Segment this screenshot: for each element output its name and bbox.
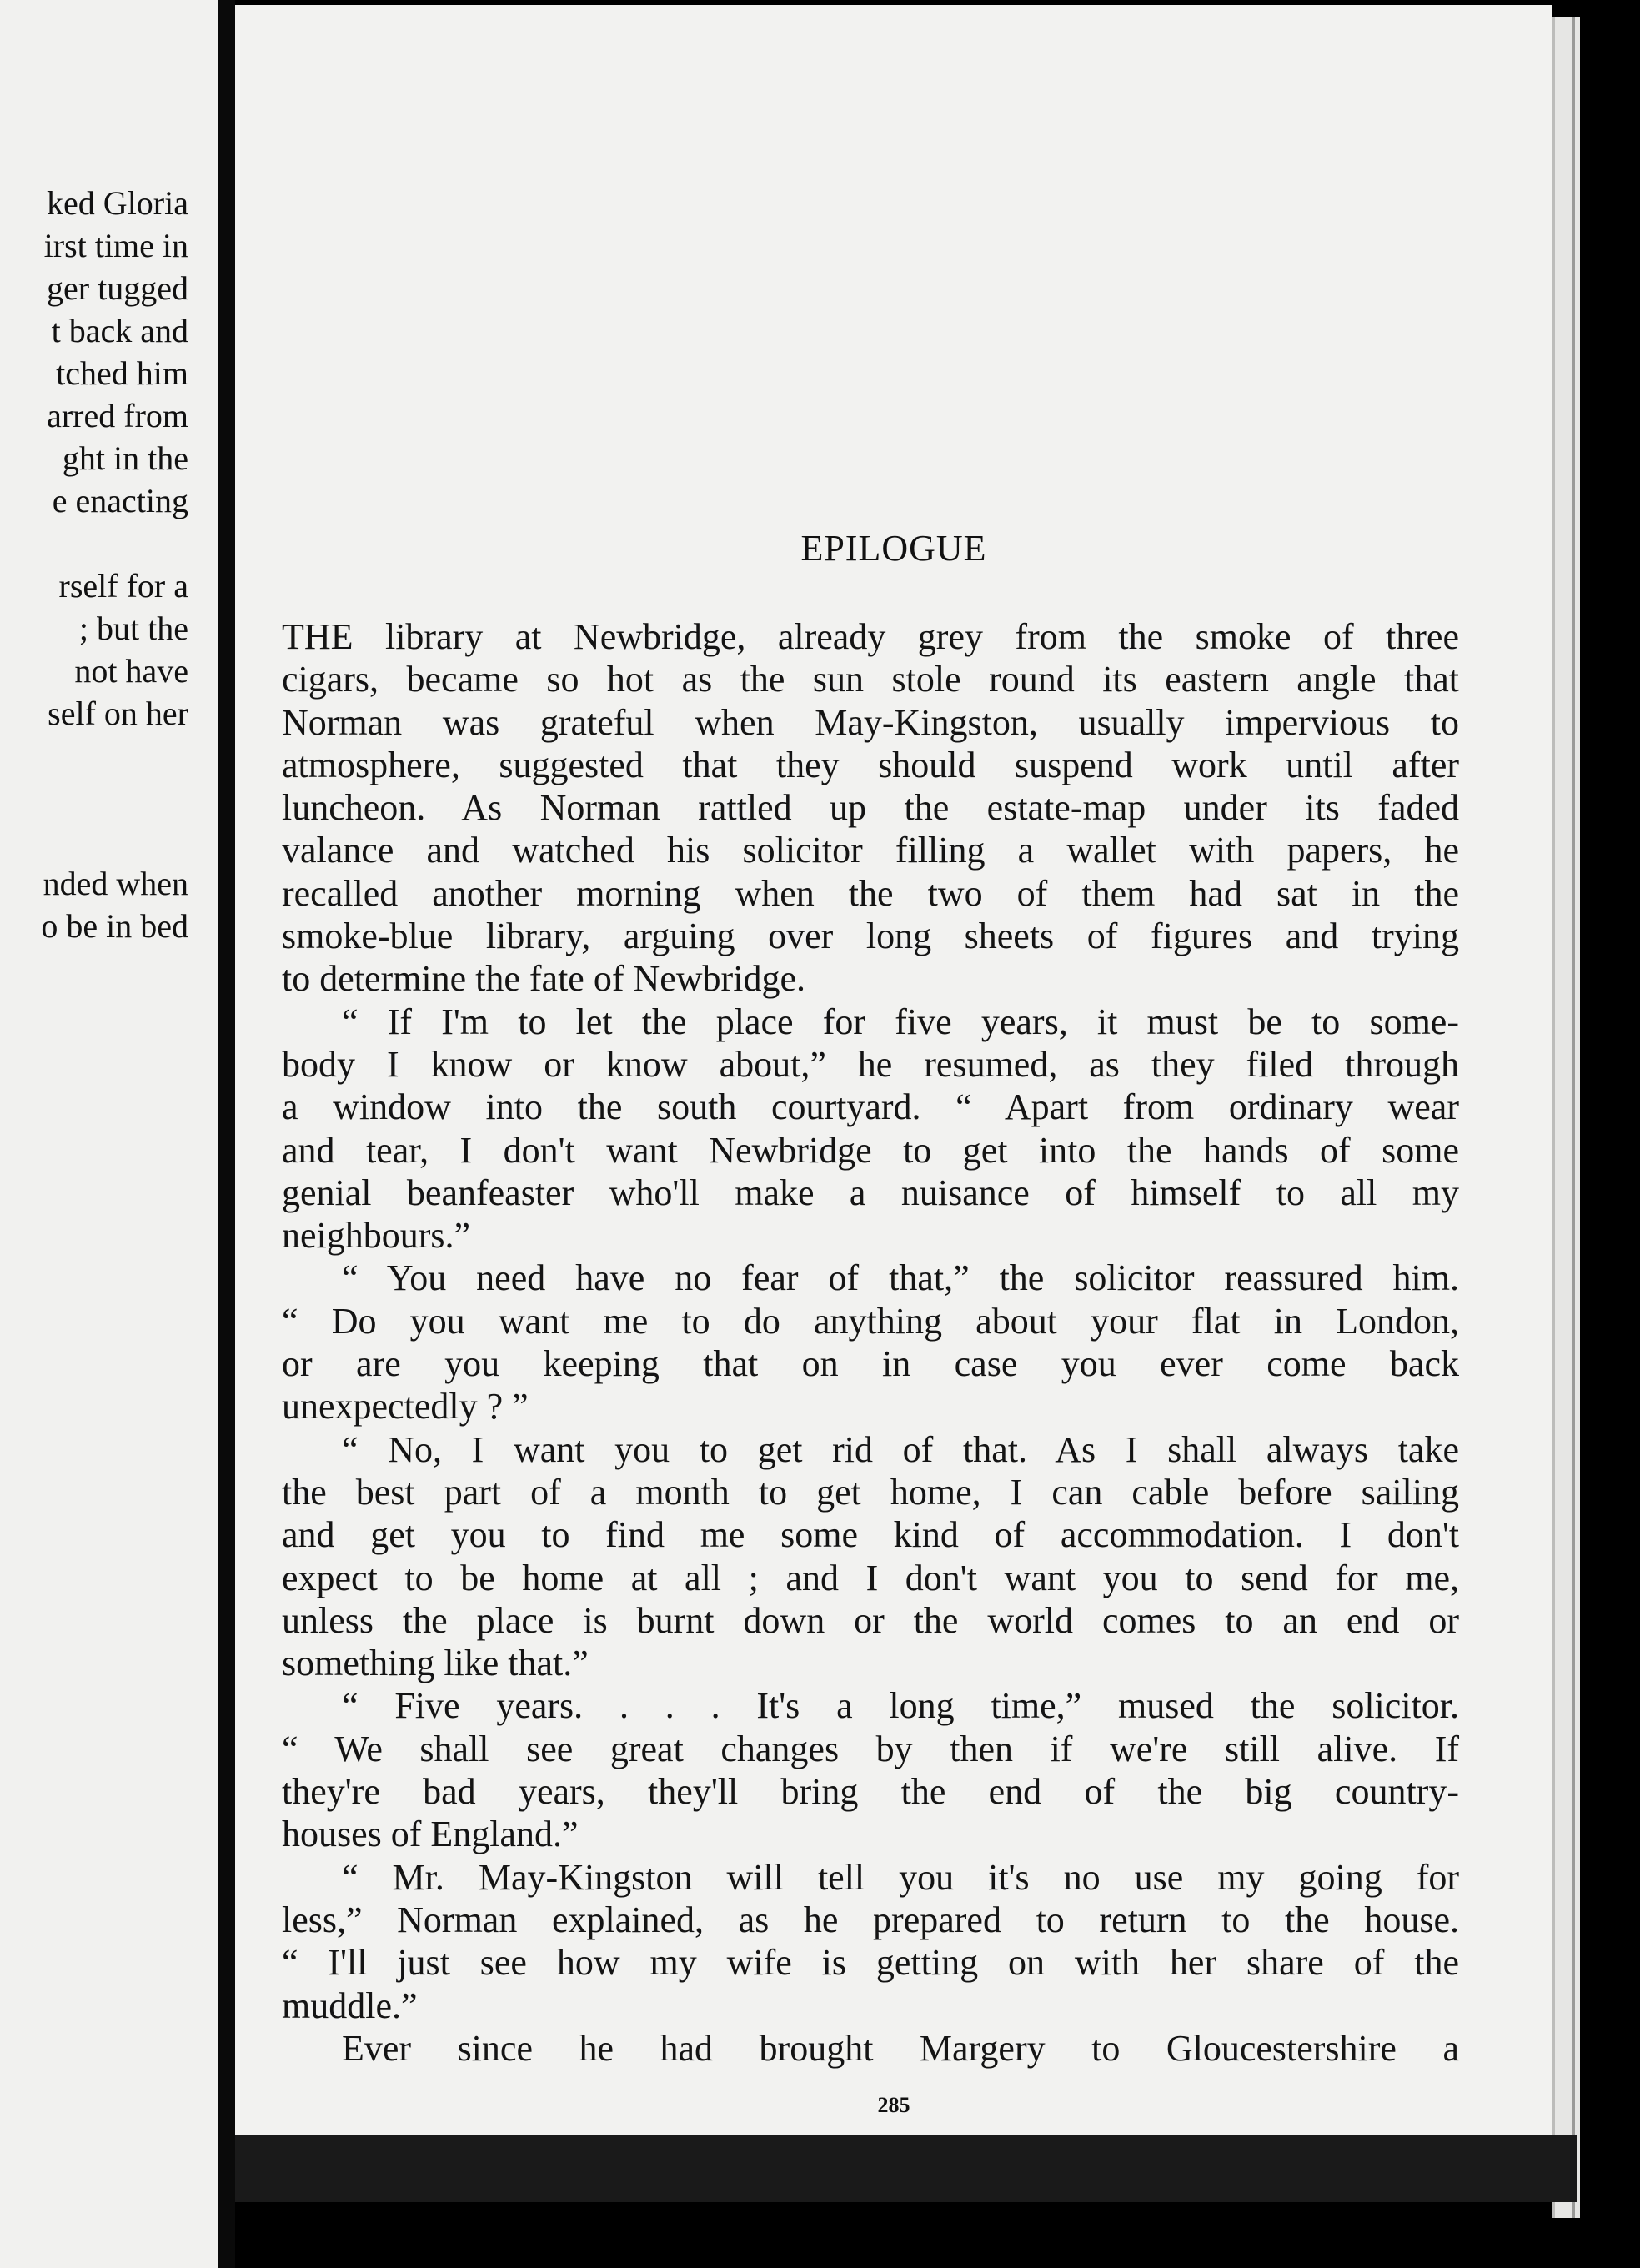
text-line: less,” Norman explained, as he prepared to return to the house.: [282, 1899, 1459, 1940]
text-line: “ Mr. May-Kingston will tell you it's no use my going for: [342, 1856, 1459, 1898]
text-line: “ Five years. . . . It's a long time,” mused the solicitor.: [342, 1685, 1459, 1727]
left-page-line: t back and: [51, 312, 188, 349]
text-line: houses of England.”: [282, 1814, 579, 1855]
chapter-heading: EPILOGUE: [800, 528, 987, 569]
left-page-line: irst time in: [43, 227, 188, 264]
text-line: recalled another morning when the two of them had sat in the: [282, 872, 1459, 914]
text-line: “ We shall see great changes by then if we're still alive. If: [282, 1728, 1459, 1769]
text-line: or are you keeping that on in case you ever come back: [282, 1343, 1459, 1385]
bottom-shadow: [235, 2135, 1577, 2202]
text-line: to determine the fate of Newbridge.: [282, 958, 805, 1000]
left-page-line: o be in bed: [41, 907, 188, 945]
left-page-line: ked Gloria: [47, 184, 188, 222]
text-line: body I know or know about,” he resumed, as they filed through: [282, 1043, 1459, 1085]
text-line: neighbours.”: [282, 1215, 471, 1257]
text-line: they're bad years, they'll bring the end of the big country-: [282, 1771, 1459, 1813]
text-line: “ If I'm to let the place for five years, it must be to some-: [342, 1001, 1459, 1042]
left-page-line: ger tugged: [47, 269, 188, 307]
left-facing-page: [0, 0, 218, 2268]
text-line: “ No, I want you to get rid of that. As I shall always take: [342, 1428, 1459, 1470]
left-page-line: arred from: [47, 397, 188, 434]
text-line: Norman was grateful when May-Kingston, usually impervious to: [282, 701, 1459, 743]
left-page-line: tched him: [56, 354, 188, 392]
left-page-line: ght in the: [62, 439, 188, 477]
text-line: smoke-blue library, arguing over long sheets of figures and trying: [282, 916, 1459, 957]
text-line: “ Do you want me to do anything about your flat in London,: [282, 1300, 1459, 1342]
text-line: a window into the south courtyard. “ Apart from ordinary wear: [282, 1086, 1459, 1128]
left-page-line: e enacting: [52, 482, 188, 519]
text-line: muddle.”: [282, 1984, 418, 2026]
body-text: [282, 615, 1459, 2070]
book-gutter: [218, 0, 235, 2268]
text-line: atmosphere, suggested that they should suspend work until after: [282, 744, 1459, 785]
text-line: valance and watched his solicitor filling a wallet with papers, he: [282, 830, 1459, 871]
text-line: “ I'll just see how my wife is getting on with her share of the: [282, 1942, 1459, 1984]
left-page-text: [41, 182, 188, 947]
text-line: and tear, I don't want Newbridge to get into the hands of some: [282, 1129, 1459, 1171]
text-line: cigars, became so hot as the sun stole round its eastern angle that: [282, 659, 1459, 700]
left-page-line: [41, 735, 188, 777]
left-page-line: ; but the: [78, 610, 188, 647]
text-line: Ever since he had brought Margery to Gloucestershire a: [342, 2027, 1459, 2069]
left-page-line: [41, 522, 188, 564]
text-line: and get you to find me some kind of accommodation. I don't: [282, 1514, 1459, 1556]
text-line: luncheon. As Norman rattled up the estate-map under its faded: [282, 787, 1459, 829]
text-line: unexpectedly ? ”: [282, 1386, 529, 1428]
left-page-line: [41, 820, 188, 862]
text-line: expect to be home at all ; and I don't want you to send for me,: [282, 1557, 1459, 1598]
left-page-line: rself for a: [58, 567, 188, 605]
page-number: 285: [877, 2093, 910, 2117]
left-page-line: [41, 777, 188, 820]
page-edge: [1552, 17, 1580, 2218]
left-page-line: not have: [74, 652, 188, 690]
text-line: “ You need have no fear of that,” the solicitor reassured him.: [342, 1257, 1459, 1299]
left-page-line: nded when: [43, 865, 188, 902]
text-line: the best part of a month to get home, I can cable before sailing: [282, 1471, 1459, 1513]
text-line: THE library at Newbridge, already grey from the smoke of three: [282, 616, 1459, 657]
text-line: something like that.”: [282, 1643, 589, 1684]
text-line: genial beanfeaster who'll make a nuisance of himself to all my: [282, 1172, 1459, 1213]
text-line: unless the place is burnt down or the world comes to an end or: [282, 1599, 1459, 1641]
left-page-line: self on her: [48, 695, 188, 732]
